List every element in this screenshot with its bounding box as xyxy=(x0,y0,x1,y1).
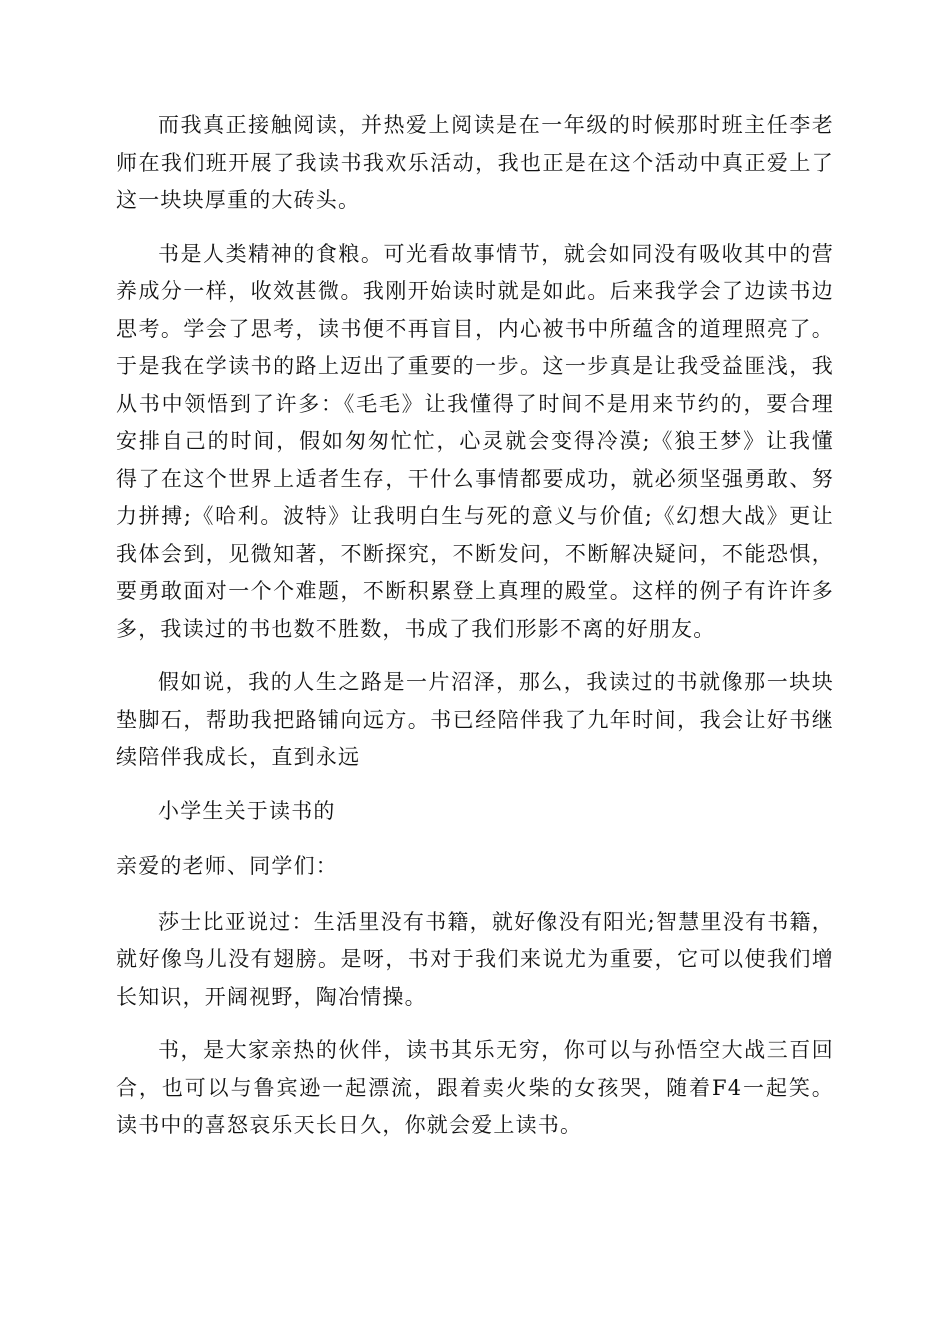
paragraph-1: 而我真正接触阅读，并热爱上阅读是在一年级的时候那时班主任李老师在我们班开展了我读书我欢乐活动，我也正是在这个活动中真正爱上了这一块块厚重的大砖头。 xyxy=(116,113,834,212)
salutation: 亲爱的老师、同学们： xyxy=(116,854,338,878)
paragraph-4: 莎士比亚说过：生活里没有书籍，就好像没有阳光;智慧里没有书籍，就好像鸟儿没有翅膀。是呀，书对于我们来说尤为重要，它可以使我们增长知识，开阔视野，陶冶情操。 xyxy=(116,909,834,1009)
paragraph-2: 书是人类精神的食粮。可光看故事情节，就会如同没有吸收其中的营养成分一样，收效甚微。我刚开始读时就是如此。后来我学会了边读书边思考。学会了思考，读书便不再盲目，内心被书中所蕴含的道理照亮了。于是我在学读书的路上迈出了重要的一步。这一步真是让我受益匪浅，我从书中领悟到了许多：《毛毛》让我懂得了时间不是用来节约的，要合理安排自己的时间，假如匆匆忙忙，心灵就会变得冷漠;《狼王梦》让我懂得了在这个世界上适者生存，干什么事情都要成功，就必须坚强勇敢、努力拼搏;《哈利。波特》让我明白生与死的意义与价值;《幻想大战》更让我体会到，见微知著，不断探究，不断发问，不断解决疑问，不能恐惧，要勇敢面对一个个难题，不断积累登上真理的殿堂。这样的例子有许许多多，我读过的书也数不胜数，书成了我们形影不离的好朋友。 xyxy=(116,241,834,641)
paragraph-3: 假如说，我的人生之路是一片沼泽，那么，我读过的书就像那一块块垫脚石，帮助我把路铺向远方。书已经陪伴我了九年时间，我会让好书继续陪伴我成长，直到永远 xyxy=(116,670,834,769)
paragraph-5: 书，是大家亲热的伙伴，读书其乐无穷，你可以与孙悟空大战三百回合，也可以与鲁宾逊一起漂流，跟着卖火柴的女孩哭，随着F4一起笑。读书中的喜怒哀乐天长日久，你就会爱上读书。 xyxy=(116,1038,834,1137)
section-heading: 小学生关于读书的 xyxy=(158,798,336,823)
document-page xyxy=(116,107,834,1161)
